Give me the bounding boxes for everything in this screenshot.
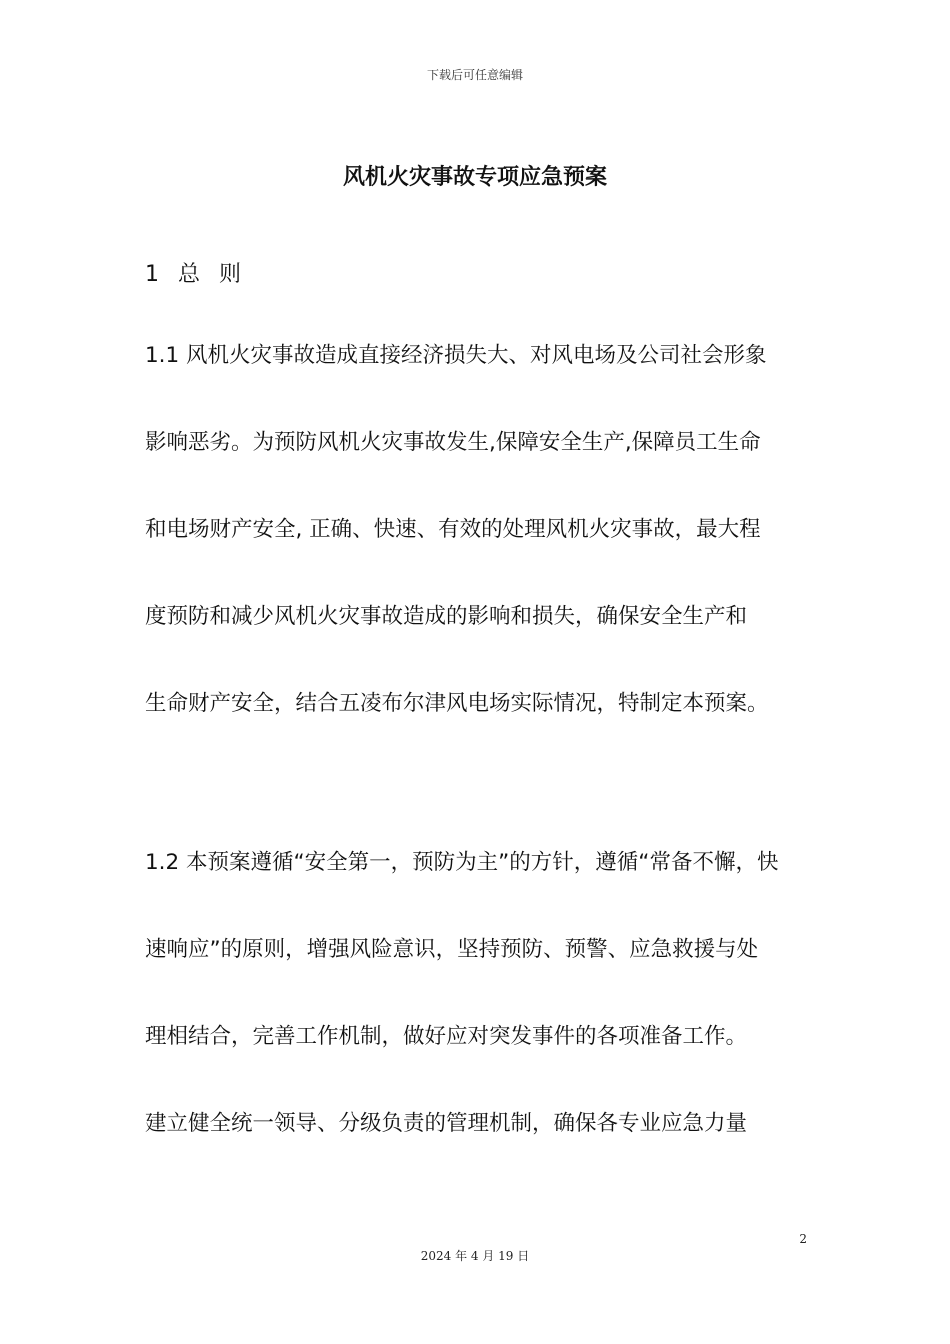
- page-number: 2: [799, 1232, 807, 1246]
- paragraph-2-line-4: 建立健全统一领导、分级负责的管理机制，确保各专业应急力量: [145, 1111, 748, 1136]
- paragraph-1-line-3: 和电场财产安全, 正确、快速、有效的处理风机火灾事故，最大程: [145, 517, 761, 542]
- footer-date: 2024 年 4 月 19 日: [420, 1249, 530, 1263]
- document-title: 风机火灾事故专项应急预案: [342, 165, 607, 190]
- section-heading: 1 总 则: [145, 262, 247, 287]
- header-note: 下载后可任意编辑: [426, 68, 523, 82]
- paragraph-1-line-1: 1.1 风机火灾事故造成直接经济损失大、对风电场及公司社会形象: [145, 343, 767, 368]
- paragraph-1-line-5: 生命财产安全，结合五凌布尔津风电场实际情况，特制定本预案。: [145, 691, 769, 716]
- paragraph-1-line-2: 影响恶劣。为预防风机火灾事故发生,保障安全生产,保障员工生命: [145, 430, 761, 455]
- paragraph-2-line-2: 速响应”的原则，增强风险意识，坚持预防、预警、应急救援与处: [145, 937, 759, 962]
- paragraph-2-line-3: 理相结合，完善工作机制，做好应对突发事件的各项准备工作。: [145, 1024, 748, 1049]
- paragraph-1-line-4: 度预防和减少风机火灾事故造成的影响和损失，确保安全生产和: [145, 604, 748, 629]
- paragraph-2-line-1: 1.2 本预案遵循“安全第一，预防为主”的方针，遵循“常备不懈，快: [145, 850, 779, 875]
